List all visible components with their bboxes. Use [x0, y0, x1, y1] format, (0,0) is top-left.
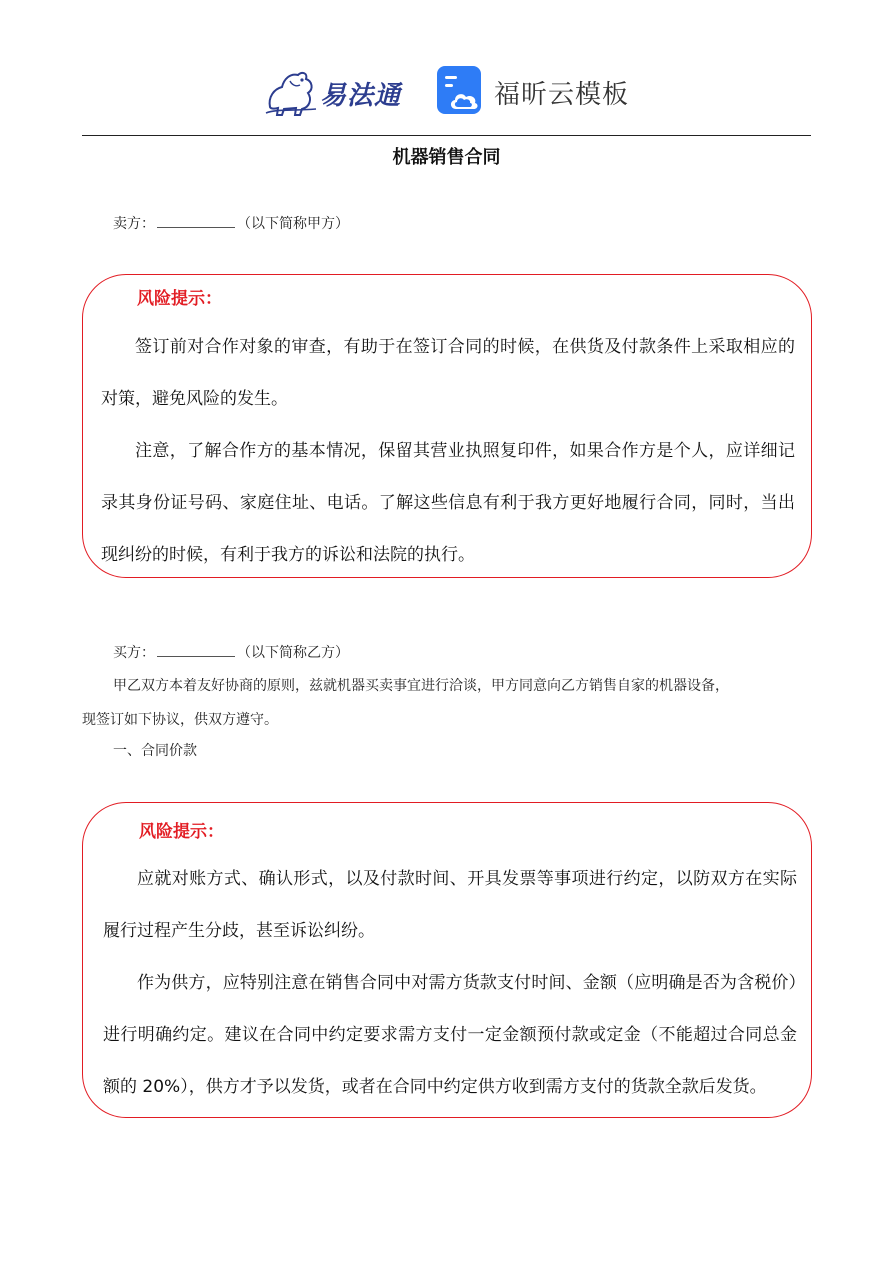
risk-tip-paragraph-1a: 签订前对合作对象的审查，有助于在签订合同的时候，在供货及付款条件上采取相应的对策，避免风险的发生。 [101, 337, 795, 409]
header [0, 55, 893, 125]
seller-blank[interactable] [157, 215, 235, 228]
risk-tip-paragraph-2b: 作为供方，应特别注意在销售合同中对需方货款支付时间、金额（应明确是否为含税价）进行明确约定。建议在合同中约定要求需方支付一定金额预付款或定金（不能超过合同总金额的 20%），供方才予以发货，或者在合同中约定供方收到需方支付的货款全款后发货。 [103, 973, 797, 1097]
yifatong-logo [262, 63, 412, 118]
intro-line-1: 甲乙双方本着友好协商的原则，兹就机器买卖事宜进行洽谈，甲方同意向乙方销售自家的机器设备， [113, 678, 729, 694]
seller-suffix: （以下简称甲方） [237, 216, 349, 232]
buyer-suffix: （以下简称乙方） [237, 645, 349, 661]
cloud-document-icon [436, 65, 484, 117]
section-heading-price: 一、合同价款 [113, 743, 197, 759]
buyer-label: 买方： [113, 645, 155, 661]
risk-tip-title-1: 风险提示： [137, 289, 222, 309]
risk-tip-title-2: 风险提示： [139, 822, 224, 842]
yifatong-brand-text: 易法通 [320, 81, 402, 111]
qilin-emblem-icon [262, 63, 320, 118]
intro-line-2: 现签订如下协议，供双方遵守。 [82, 712, 278, 728]
fuxin-brand-text: 福昕云模板 [494, 80, 630, 110]
risk-tip-paragraph-1b: 注意，了解合作方的基本情况，保留其营业执照复印件，如果合作方是个人，应详细记录其身份证号码、家庭住址、电话。了解这些信息有利于我方更好地履行合同，同时，当出现纠纷的时候，有利于我方的诉讼和法院的执行。 [101, 441, 795, 565]
document-title: 机器销售合同 [392, 147, 501, 168]
buyer-blank[interactable] [157, 644, 235, 657]
risk-tip-paragraph-2a: 应就对账方式、确认形式，以及付款时间、开具发票等事项进行约定，以防双方在实际履行过程产生分歧，甚至诉讼纠纷。 [103, 869, 797, 941]
fuxin-template-logo [436, 65, 636, 120]
seller-label: 卖方： [113, 216, 155, 232]
header-divider [82, 135, 811, 136]
risk-tip-box-1 [82, 274, 812, 578]
buyer-line [113, 642, 349, 662]
seller-line [113, 213, 349, 233]
risk-tip-box-2 [82, 802, 812, 1118]
